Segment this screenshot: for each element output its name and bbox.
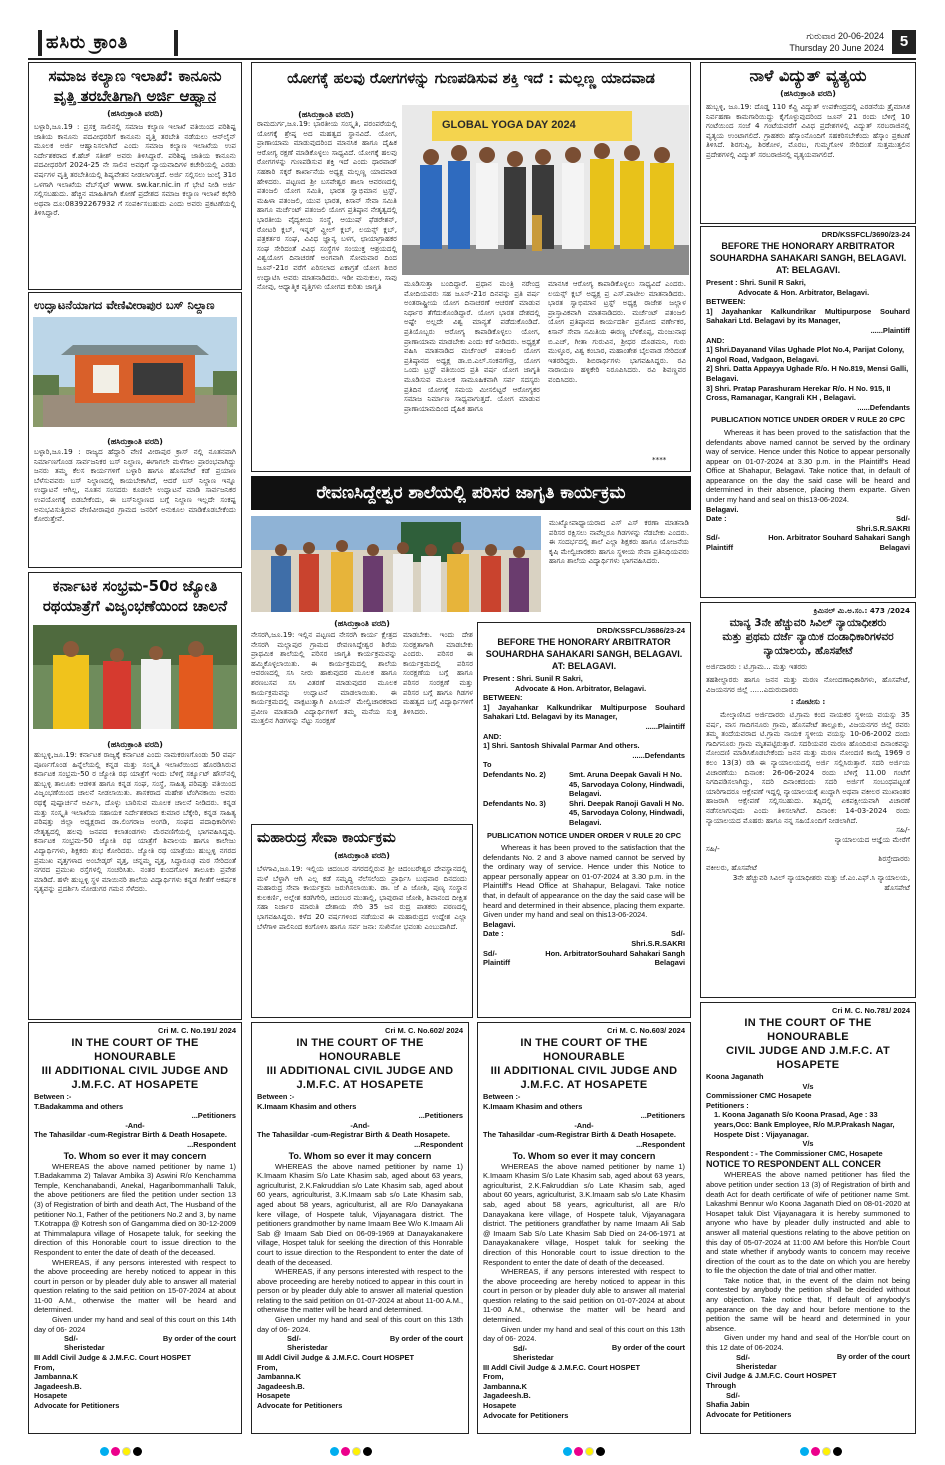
notice-sheristedar: Sheristedar bbox=[513, 1353, 554, 1363]
notice-body: WHEREAS the above named petitioner by name 1) K.Imaam Khasim S/o Late Khasim sab, aged about 63 years, agriculturist, 2.K.Fakruddian s/o Late Khasim sab, aged about 60 years, agriculturist, 3.K.Imaam sab s/o Late Khasim sab, aged about 58 years, agriculturist, all are R/o Danayakana kere village, of Hospete taluk, Vijayanagara district. The petitioners grandfather by name Imaam Ali Sab @ Imaam Sab S/o Late Khasim Sab Died on 24-06-1971 at Danayakanakere village, Hospet taluk for seeking the direction of this Honorable court to issue direction to the Respondent to enter the date of death of the deceased. bbox=[483, 1161, 685, 1267]
registration-dot bbox=[341, 1447, 350, 1456]
notice-defendant-3: 3] Shri. Pratap Parashuram Herekar R/o. H No. 915, II Cross, Ramanagar, Kangrali KH , Belagavi. bbox=[706, 383, 891, 403]
issue-date-kannada: ಗುರುವಾರ 20-06-2024 bbox=[806, 31, 884, 41]
notice-body-3: Given under my hand and seal of this court on this 13th day of 06- 2024. bbox=[483, 1324, 685, 1344]
notice-order: By order of the court bbox=[162, 1333, 236, 1343]
notice-petitioners-tag: ...Petitioners bbox=[418, 1111, 463, 1121]
article-body-right: ಮುಖ್ಯೋಪಾಧ್ಯಾಯರಾದ ಎಸ್ ಎಸ್ ಕರಣಾ ಮಾತನಾಡಿ ಪರಿಸರ ರಕ್ಷಿಸಲು ನಾವೆಲ್ಲರೂ ಗಿಡಗಳನ್ನು ನೆಡಬೇಕು ಎಂದರು. ಈ ಸಂದರ್ಭದಲ್ಲಿ ಶಾಲೆ ಎಲ್ಲಾ ಶಿಕ್ಷಕರು ಹಾಗೂ ಯೋಜನೆಯ ಕೃಷಿ ಮೇಲ್ವಿಚಾರಕರು ಹಾಗೂ ಸ್ಥಳೀಯ ಸೇವಾ ಪ್ರತಿನಿಧಿಯವರು ಹಾಗೂ ಶಾಲೆಯ ವಿದ್ಯಾರ್ಥಿಗಳು ಭಾಗವಹಿಸಿದರು. bbox=[549, 518, 689, 566]
notice-title-line2: III ADDITIONAL CIVIL JUDGE AND bbox=[266, 1065, 454, 1077]
notice-ref: DRD/KSSFCL/3690/23-24 bbox=[821, 230, 910, 239]
notice-advocate-1: Jambanna.K bbox=[34, 1372, 78, 1382]
registration-dot bbox=[596, 1447, 605, 1456]
notice-cri-781 bbox=[700, 1002, 916, 1434]
notice-sign-row-2 bbox=[483, 949, 685, 968]
registration-dot bbox=[800, 1447, 809, 1456]
masthead-rule bbox=[28, 58, 916, 60]
notice-plaintiff-sd: Sd/- bbox=[483, 948, 497, 958]
notice-sign-2: ಶಿರಸ್ತೇದಾರರು bbox=[878, 853, 910, 863]
article-credit: (ಹಸಿರುಕ್ರಾಂತಿ ವರದಿ) bbox=[107, 437, 163, 446]
article-environment-body bbox=[251, 616, 473, 820]
notice-court: Civil Judge & J.M.F.C. Court HOSPET bbox=[706, 1371, 837, 1381]
issue-date bbox=[789, 30, 884, 54]
notice-advocate-4: Advocate for Petitioners bbox=[34, 1401, 120, 1410]
article-bus-stand bbox=[28, 292, 242, 568]
notice-petitioner-1: 1. Koona Jaganath S/o Koona Prasad, Age : 33 years,Occ: Bank Employee, R/o M.P.Prakash Nagar, Hospete Dist : Vijayanagar. bbox=[714, 1110, 895, 1139]
registration-dot bbox=[585, 1447, 594, 1456]
notice-through: Through bbox=[706, 1381, 736, 1390]
notice-drd-3686 bbox=[477, 622, 691, 1018]
notice-whom: To. Whom so ever it may concern bbox=[288, 1150, 432, 1161]
notice-petitioners: T.Badakamma and others bbox=[34, 1101, 124, 1111]
article-title: ಮಹಾರುದ್ರ ಸೇವಾ ಕಾರ್ಯಕ್ರಮ bbox=[257, 830, 396, 846]
notice-body-3: Given under my hand and seal of this court on this 13th day of 06- 2024. bbox=[257, 1315, 463, 1334]
notice-to: To bbox=[483, 760, 492, 770]
notice-sd: Sd/- bbox=[513, 1343, 527, 1353]
notice-title: IN THE COURT OF THE HONOURABLE bbox=[71, 1037, 199, 1063]
article-credit: (ಹಸಿರುಕ್ರಾಂತಿ ವರದಿ) bbox=[107, 109, 163, 118]
masthead bbox=[28, 30, 916, 58]
notice-defendant-1: 1] Shri. Santosh Shivalal Parmar And others. bbox=[483, 741, 640, 751]
notice-plaintiff-sd: Sd/- bbox=[706, 533, 720, 543]
notice-plaintiff-tag: ......Plaintiff bbox=[870, 325, 910, 335]
notice-plaintiff-label: Plaintiff bbox=[483, 958, 511, 968]
article-body: ಹುಬ್ಬಳ್ಳಿ, ಜೂ.19: ದೊಡ್ಡ 110 ಕೆವ್ಹಿ ವಿದ್ಯುತ್ ಉಪಕೇಂದ್ರದಲ್ಲಿ ಎರಡನೆಯ ತ್ರೈಮಾಸಿಕ ನಿರ್ವಹಣಾ ಕಾಮಗಾರಿಯಿದ್ದು ಕೈಗೊಳ್ಳುವುದರಿಂದ ಜೂನ್ 21 ರಂದು ಬೆಳಿಗ್ಗೆ 10 ಗಂಟೆಯಿಂದ ಸಂಜೆ 4 ಗಂಟೆಯವರೆಗೆ ವಿವಿಧ ಪ್ರದೇಶಗಳಲ್ಲಿ ವಿದ್ಯುತ್ ಸರಬರಾಜಿನಲ್ಲಿ ವ್ಯತ್ಯಯ ಉಂಟಾಗಲಿದೆ. ಗ್ರಾಹಕರು ಹೆಸ್ಕಾಂನೊಂದಿಗೆ ಸಹಕರಿಸಬೇಕೆಂದು ಹೆಸ್ಕಾಂ ಪ್ರಕಟಣೆ ತಿಳಿಸಿದೆ. ಶಿರಗುಪ್ಪಿ, ಶಿರಕೋಳ, ಮೊರಬ, ಗುಮ್ಮಗೋಳ ಸೇರಿದಂತೆ ಸುತ್ತಮುತ್ತಲಿನ ಪ್ರದೇಶಗಳಲ್ಲಿ ವಿದ್ಯುತ್ ಸರಬರಾಜಿನಲ್ಲಿ ವ್ಯತ್ಯಯವಾಗಲಿದೆ. bbox=[706, 102, 910, 159]
notice-court: III Addl Civil Judge & J.M.F.C. Court HOSPET bbox=[34, 1353, 191, 1363]
notice-defendant-3-label: Defendants No. 3) bbox=[483, 798, 546, 808]
notice-body-2: WHEREAS, if any persons interested with respect to the above proceeding are hereby noticed to appear in this court in person or by pleader duly able to answer all material question relating to the said petition on 01-07-2024 at about 11-00 A.M., otherwise the matter will be heard and determined. bbox=[483, 1267, 685, 1325]
notice-between: BETWEEN: bbox=[706, 297, 746, 307]
notice-title-line2: III ADDITIONAL CIVIL JUDGE AND bbox=[490, 1065, 678, 1077]
notice-plaintiff-sign bbox=[483, 949, 510, 968]
notice-body: WHEREAS the above named petitioner by name 1) K.Imaam Khasim S/o Late Khasim sab, aged about 63 years, agriculturist, 2.K.Fakruddian s/o Late Khasim sab, aged about 60 years, agriculturist, 3.K.Imaam sab s/o Late Khasim sab, aged about 58 years, agriculturist, all are R/o Danayakana kere village, of Hospete taluk, Vijayanagara district. The petitioners grandmother by name Imaam Bee W/o K.Imaam Ali Sab @ Imaam Sab Died on 06-09-1969 at Danayakanakere village, Hospet taluk for seeking the direction of this Honrable court to issue direction to the Respondent to enter the date of death of the deceased. bbox=[257, 1161, 463, 1267]
registration-dot bbox=[811, 1447, 820, 1456]
notice-title: IN THE COURT OF THE HONOURABLE bbox=[744, 1017, 872, 1043]
notice-place: Belagavi. bbox=[706, 504, 739, 514]
notice-advocate-2: Jagadeesh.B. bbox=[257, 1381, 305, 1391]
notice-and: AND: bbox=[706, 335, 725, 345]
registration-dot bbox=[363, 1447, 372, 1456]
notice-sd-1: ಸಹಿ/- bbox=[896, 825, 910, 835]
registration-dot bbox=[822, 1447, 831, 1456]
notice-respondent-tag: ...Respondent bbox=[636, 1139, 685, 1149]
notice-court: III Addl Civil Judge & J.M.F.C. Court HOSPET bbox=[257, 1353, 414, 1363]
notice-from: From, bbox=[34, 1362, 55, 1372]
article-title-line2: ವೃತ್ತಿ ತರಬೇತಿಗಾಗಿ ಅರ್ಜಿ ಆಹ್ವಾನ bbox=[53, 87, 217, 105]
notice-and: AND: bbox=[483, 731, 502, 741]
notice-between: Between :- bbox=[483, 1092, 521, 1101]
notice-title-line3: ನ್ಯಾಯಾಲಯ, ಹೊಸಪೇಟೆ bbox=[763, 644, 853, 657]
notice-between: Between :- bbox=[34, 1092, 72, 1101]
notice-respondent: ತಹಶೀಲ್ದಾರರು ಹಾಗೂ ಜನನ ಮತ್ತು ಮರಣ ನೋಂದಣಾಧಿಕಾರಿಗಳು, ಹೊಸಪೇಟೆ, ವಿಜಯನಗರ ಜಿಲ್ಲೆ ......ಎದುರುದಾರರು bbox=[706, 675, 910, 694]
notice-respondent: The Tahasildar -cum-Registrar Birth & Death Hosapete. bbox=[34, 1130, 227, 1140]
notice-ref: Cri M. C. No.781/ 2024 bbox=[832, 1006, 910, 1015]
notice-defendants-tag: ......Defendants bbox=[857, 402, 910, 412]
article-body: ಬಳ್ಳಾರಿ,ಜೂ.19 : ರಾಜ್ಯದ ಹೆದ್ದಾರಿ ವೇಣಿ ವೀರಾಪುರ ಕ್ರಾಸ್ ನಲ್ಲಿ ನೂತನವಾಗಿ ನಿರ್ಮಾಣಗೊಂಡ ಸಾರ್ವಜನಿಕರ ಬಸ್ ನಿಲ್ದಾಣ, ಈಗಾಗಲೇ ಮಳೆಗಾಲ ಪ್ರಾರಂಭವಾಗಿದ್ದು ಜನರು ತಮ್ಮ ಕೆಲಸ ಕಾರ್ಯಗಳಿಗೆ ಬಳ್ಳಾರಿ ಹಾಗೂ ಹೊಸಪೇಟೆ ಕಡೆ ಪ್ರಯಾಣ ಬೆಳೆಸುವವರು ಬಸ್ ನಿಲ್ದಾಣದಲ್ಲಿ ಕಾಯಬೇಕಾಗಿದೆ, ಆದರೆ ಬಸ್ ನಿಲ್ದಾಣ ಇನ್ನೂ ಉದ್ಘಾಟನೆ ಆಗಿಲ್ಲ, ನೂತನ ಸಂಸದರು ಕೂಡಲೇ ಉದ್ಘಾಟನೆ ಮಾಡಿ ಸಾರ್ವಜನಿಕರ ಉಪಯೋಗಕ್ಕೆ ಬಿಡಬೇಕೆಂದು, ಈ ಬಸ್‌ನಿಲ್ದಾಣದ ಬಗ್ಗೆ ನಿಲ್ದಾಣ ಇಲ್ಲದೇ ಸಂಕಷ್ಟ ಅನುಭವಿಸುತ್ತಿರುವ ವೇಣಿವೀರಾಪುರ ಗ್ರಾಮದ ಜನರಿಗೆ ಅನುಕೂಲ ಮಾಡಿಕೊಡಬೇಕೆಂದು ಕೋರುತ್ತೇವೆ. bbox=[34, 447, 236, 524]
article-power-cut bbox=[700, 62, 916, 224]
notice-order: By order of the court bbox=[836, 1352, 910, 1362]
yoga-banner-text: GLOBAL YOGA DAY 2024 bbox=[442, 119, 576, 131]
notice-advocate-4: Advocate for Petitioners bbox=[257, 1401, 343, 1410]
notice-ref: DRD/KSSFCL/3686/23-24 bbox=[596, 626, 685, 635]
notice-publication: PUBLICATION NOTICE UNDER ORDER V RULE 20 CPC bbox=[710, 415, 906, 425]
bus-stand-photo bbox=[33, 317, 237, 427]
notice-sd: Sd/- bbox=[671, 929, 685, 939]
notice-defendant-3: Shri. Deepak Ranoji Gavali H No. 45, Sarvodaya Colony, Hindwadi, Belagavi. bbox=[569, 798, 685, 827]
article-credit: (ಹಸಿರುಕ್ರಾಂತಿ ವರದಿ) bbox=[107, 740, 163, 749]
notice-sign-row bbox=[706, 514, 910, 524]
page-number: 5 bbox=[892, 30, 916, 54]
notice-court: III Addl Civil Judge & J.M.F.C. Court HOSPET bbox=[483, 1362, 640, 1372]
registration-dot bbox=[563, 1447, 572, 1456]
notice-whom: To. Whom so ever it may concern bbox=[63, 1150, 207, 1161]
notice-present: Present : Shri. Sunil R Sakri, bbox=[706, 278, 806, 287]
registration-dot bbox=[574, 1447, 583, 1456]
registration-dot bbox=[330, 1447, 339, 1456]
notice-defendant-1: 1] Shri.Dayanand Vilas Ughade Plot No.4, Parijat Colony, Angol Road, Vadgaon, Belagavi. bbox=[706, 345, 905, 364]
notice-defendant-3-row bbox=[483, 799, 685, 828]
notice-arbitrator-name: Shri.S.R.SAKRI bbox=[856, 523, 910, 533]
notice-cri-603 bbox=[477, 1022, 691, 1434]
notice-arbitrator-name: Shri.S.R.SAKRI bbox=[631, 939, 685, 949]
environment-photo bbox=[251, 516, 541, 612]
notice-defendant-2: 2] Shri. Datta Appayya Ughade R/o. H No.819, Mensi Galli, Belagavi. bbox=[706, 364, 909, 383]
notice-order: By order of the court bbox=[611, 1343, 685, 1353]
notice-sign-row-2 bbox=[706, 533, 910, 552]
notice-respondent-heading: Respondent : - The Commissioner CMC, Hosapete bbox=[706, 1148, 883, 1158]
notice-whom: To. Whom so ever it may concern bbox=[512, 1150, 656, 1161]
notice-sd: Sd/- bbox=[736, 1352, 750, 1362]
notice-petitioners: K.Imaam Khasim and others bbox=[257, 1101, 357, 1111]
article-credit: (ಹಸಿರುಕ್ರಾಂತಿ ವರದಿ) bbox=[298, 110, 354, 119]
article-body-col2: ಮೂಡಿಸುತ್ತಾ ಬಂದಿದ್ದಾರೆ. ಪ್ರಧಾನ ಮಂತ್ರಿ ನರೇಂದ್ರ ಮೋದಿಯವರು ಸಹ ಜೂನ್-21ರ ದಿನವನ್ನು ಪ್ರತಿ ವರ್ಷ ಅಂತರಾಷ್ಟ್ರೀಯ ಯೋಗ ದಿನಾಚರಣೆ ಆಚರಣೆ ಮಾಡುವ ನಿರ್ಧಾರ ತೆಗೆದುಕೊಂಡಿದ್ದಾರೆ. ಯೋಗ ಭಾರತ ದೇಶದಲ್ಲಿ ಅಷ್ಟೇ ಅಲ್ಲದೇ ವಿಶ್ವ ಮಾನ್ಯತೆ ಪಡೆದುಕೊಂಡಿದೆ. ಪ್ರತಿಯೊಬ್ಬರು ಆರೋಗ್ಯ ಕಾಪಾಡಿಕೊಳ್ಳಲು ಯೋಗ, ಪ್ರಾಣಾಯಾಮ ಮಾಡಬೇಕು ಎಂದು ಕರೆ ನೀಡಿದರು. ಅಧ್ಯಕ್ಷತೆ ವಹಿಸಿ ಮಾತನಾಡಿದ ಮರ್ಚೆಂಟ್ ಪತಂಜಲಿ ಯೋಗ ಪ್ರತಿಷ್ಠಾನದ ಅಧ್ಯಕ್ಷ ಡಾ.ಬಿ.ಎಲ್.ಸಂಕನಗೌಡ್ರ, ಯೋಗ ಒಂದು ಟ್ರಸ್ಟ್ ವತಿಯಿಂದ ಪ್ರತಿ ವರ್ಷ ಯೋಗ ಜಾಗೃತಿ ಮೂಡಿಸುವ ಮೂಲಕ ಸಾಮೂಹಿಕವಾಗಿ ಸರ್ವ ಸದಸ್ಯರು ಪ್ರತಿದಿನ ಯೋಗಕ್ಕೆ ಸಮಯ ಮೀಸಲಿಟ್ಟರೆ ಆರೋಗ್ಯಕರ ಸಮಾಜ ನಿರ್ಮಾಣ ಸಾಧ್ಯವಾಗುತ್ತದೆ. ಯೋಗ ಮಾಡುವ ಪ್ರಾಣಾಯಾಮದಿಂದ ದೈಹಿಕ ಹಾಗೂ bbox=[404, 279, 540, 413]
notice-petitioners-tag: ...Petitioners bbox=[191, 1111, 236, 1121]
notice-title-line2: CIVIL JUDGE AND J.M.F.C. AT HOSAPETE bbox=[726, 1045, 890, 1071]
yoga-event-photo bbox=[402, 105, 689, 275]
article-title: ನಾಳೆ ವಿದ್ಯುತ್ ವ್ಯತ್ಯಯ bbox=[749, 66, 867, 85]
notice-sign-1: ನ್ಯಾಯಾಲಯದ ಆಜ್ಞೆಯ ಮೇರೆಗೆ bbox=[834, 834, 910, 844]
notice-publication: PUBLICATION NOTICE UNDER ORDER V RULE 20 CPC bbox=[486, 830, 682, 840]
notice-ref: Cri M. C. No.603/ 2024 bbox=[607, 1026, 685, 1035]
notice-title-line2: III ADDITIONAL CIVIL JUDGE AND bbox=[41, 1065, 229, 1077]
notice-title-line3: J.M.F.C. AT HOSAPETE bbox=[296, 1079, 424, 1091]
notice-heading: NOTICE TO RESPONDENT ALL CONCER bbox=[706, 1159, 881, 1170]
notice-body-3: Given under my hand and seal of this court on this 14th day of 06- 2024 bbox=[34, 1315, 236, 1334]
notice-present-line2: Advocate & Hon. Arbitrator, Belagavi. bbox=[738, 287, 870, 297]
article-title: ಯೋಗಕ್ಕೆ ಹಲವು ರೋಗಗಳನ್ನು ಗುಣಪಡಿಸುವ ಶಕ್ತಿ ಇದೆ : ಮಲ್ಲಣ್ಣ ಯಾದವಾಡ bbox=[287, 71, 655, 87]
notice-date: Date : bbox=[706, 514, 727, 524]
article-body: ಬೆಳಗಾವಿ,ಜೂ.19: ಇಲ್ಲಿಯ ಚಿದಂಬರ ನಗರದಲ್ಲಿರುವ ಶ್ರೀ ಚಿದಂಬರೇಶ್ವರ ದೇವಸ್ಥಾನದಲ್ಲಿ ಮಳೆ ಬೆಳ್ಳಾಗಿ ಆಗಿ ಎಲ್ಲ ಕಡೆ ಸಮೃದ್ಧಿ ನೆಲೆಸಲೆಂದು ಪ್ರಾರ್ಥಿಸಿ ಬುಧವಾರ ದಿನದಂದು ಮಹಾರುದ್ರ ಸೇವಾ ಕಾರ್ಯಕ್ರಮ ಜರುಗಿಸಲಾಯಿತು. ಡಾ. ಜೆ ಪಿ ಜೋಶಿ, ಪುಣ್ಯ ಸಂಸ್ಥಾನ ಕುಲಕರ್ಣಿ, ಅಲ್ಲೇಶ ಕಡಗಿಗೇರಿ, ಚಿದಂಬರ ಮುತಾಲ್ಲಿ, ಭಾವುರಾವ ಜೋಶಿ, ಶಿವಾನಂದ ದೀಕ್ಷಿತ ಸಹಾ ನಿರ್ಜಾರ ಮಾರುತಿ ದೇಶಾಯ ಸೇರಿ 35 ಜನ ರುದ್ರ ಪಾತಕರು ಪಠಣದಲ್ಲಿ ಭಾಗವಹಿಸಿದ್ದರು. ಕಳೆದ 20 ವರ್ಷಗಳಿಂದ ನಡೆಯುವ ಈ ಮಹಾರುದ್ರದ ಉದ್ದೇಶ ಎಲ್ಲಾ ಬೆಳೆಗಾಳಿ ಪಾಲಿನಿಂದ ಕಂಗೊಳಿಸಿ ಹಾಗೂ ಸರ್ವ ಜನಾ: ಸುಖಿನೋ ಭವಂತು ಎಂಬುದಾಗಿದೆ. bbox=[257, 864, 467, 931]
rally-photo bbox=[33, 625, 237, 729]
article-social-welfare bbox=[28, 62, 242, 290]
notice-plaintiff: 1] Jayahankar Kalkundrikar Multipurpose Souhard Sahakari Ltd. Belagavi by its Manager, bbox=[706, 306, 910, 326]
notice-present-line2: Advocate & Hon. Arbitrator, Belagavi. bbox=[515, 683, 647, 693]
notice-petitioners: ಅರ್ಜಿದಾರರು : ಟಿ.ಗ್ರಾಮ... ಮತ್ತು ಇತರರು bbox=[706, 661, 808, 671]
notice-advocate-1: Jambanna.K bbox=[483, 1381, 527, 1391]
notice-advocate-2: Jagadeesh.B. bbox=[34, 1381, 82, 1391]
notice-respondent: The Tahasildar -cum-Registrar Birth & Death Hosapete. bbox=[257, 1130, 450, 1140]
notice-petitioner: Koona Jaganath bbox=[706, 1072, 764, 1081]
notice-sd-2: ಸಹಿ/- bbox=[706, 844, 720, 854]
article-title-line2: ರಥಯಾತ್ರೆಗೆ ವಿಜೃಂಭಣೆಯಿಂದ ಚಾಲನೆ bbox=[42, 597, 228, 615]
notice-criminal-473 bbox=[700, 602, 916, 998]
notice-title-line3: J.M.F.C. AT HOSAPETE bbox=[71, 1079, 199, 1091]
notice-from: From, bbox=[483, 1372, 504, 1382]
registration-marks-3 bbox=[563, 1441, 607, 1451]
notice-sd: Sd/- bbox=[896, 514, 910, 524]
notice-title-line3: J.M.F.C. AT HOSAPETE bbox=[520, 1079, 648, 1091]
notice-defendant-2-label: Defendants No. 2) bbox=[483, 769, 546, 779]
notice-advocate-4: Advocate for Petitioners bbox=[483, 1410, 569, 1420]
registration-dot bbox=[100, 1447, 109, 1456]
notice-respondent-tag: ...Respondent bbox=[414, 1139, 463, 1149]
notice-title-line2: SOUHARDHA SAHAKARI SANGH, BELAGAVI. AT: BELAGAVI. bbox=[709, 253, 907, 275]
registration-marks-2 bbox=[330, 1441, 374, 1451]
article-body-col1: ನೇಸರಗಿ,ಜೂ.19: ಇಲ್ಲಿನ ಪಟ್ಟಣದ ನೇಸರಗಿ ಕಾರ್ಯ ಕ್ಷೇತ್ರದ ನೇಸರಗಿ ಮಲ್ಲಾಪುರ ಗ್ರಾಮದ ರೇವಣಸಿದ್ದೇಶ್ವರ ಶಿರೆಯ ಪ್ರಾಥಮಿಕ ಶಾಲೆಯಲ್ಲಿ ಪರಿಸರ ಜಾಗೃತಿ ಕಾರ್ಯಕ್ರಮವನ್ನು ಹಮ್ಮಿಕೊಳ್ಳಲಾಯಿತು. ಈ ಕಾರ್ಯಕ್ರಮದಲ್ಲಿ ಶಾಲೆಯ ಆವರಣದಲ್ಲಿ ಸಸಿ ನೀರು ಹಾಕುವುದರ ಮೂಲಕ ಹಾಗೂ ಶರಣಬಸವ ಸಸಿ ವಿತರಣೆ ಮಾಡುವುದರ ಮೂಲಕ ಕಾರ್ಯಕ್ರಮವನ್ನು ಉದ್ಘಾಟನೆ ಮಾಡಲಾಯಿತು. ಈ ಕಾರ್ಯಕ್ರಮದಲ್ಲಿ ವಾಕ್ಪಟುತ್ವಾಗಿ ಪಿಸಿಯನ್ ಮೇಲ್ವಿಚಾರಕರಾದ ಪ್ರವೀಣ ಮಾತನಾಡಿ ವಿದ್ಯಾರ್ಥಿಗಳಿಗೆ ತಮ್ಮ ಮನೆಯ ಸುತ್ತ ಮುತ್ತಲಿನ ಗಿಡಗಳನ್ನು ನೆಟ್ಟು ಸಂರಕ್ಷಣೆ bbox=[251, 630, 397, 726]
notice-cri-191 bbox=[28, 1022, 242, 1434]
notice-respondent: Commissioner CMC Hosapete bbox=[706, 1091, 812, 1101]
notice-sd: Sd/- bbox=[64, 1334, 78, 1344]
notice-vs: V/s bbox=[802, 1081, 814, 1091]
notice-place: Belagavi. bbox=[483, 919, 516, 929]
registration-dot bbox=[111, 1447, 120, 1456]
article-body-col1: ರಾಮದುರ್ಗ,ಜೂ.19: ಭಾರತೀಯ ಸಂಸ್ಕೃತಿ, ಪರಂಪರೆಯಲ್ಲಿ ಯೋಗಕ್ಕೆ ಶ್ರೇಷ್ಠ ಅದ ಮಹತ್ವದ ಸ್ಥಾನವಿದೆ. ಯೋಗ, ಪ್ರಾಣಾಯಾಮ ಮಾಡುವುದರಿಂದ ಮಾನಸಿಕ ಹಾಗೂ ದೈಹಿಕ ಆರೋಗ್ಯ ರಕ್ಷಣೆ ಮಾಡಿಕೊಳ್ಳಲು ಸಾಧ್ಯವಿದೆ. ಯೋಗಕ್ಕೆ ಹಲವು ರೋಗಗಳನ್ನು ಗುಣಪಡಿಸುವ ಶಕ್ತಿ ಇದೆ ಎಂದು ಧಾರವಾಡ್ ಸಹಕಾರಿ ಸಕ್ಕರೆ ಕಾರ್ಖಾನೆಯ ಅಧ್ಯಕ್ಷ ಮಲ್ಲಣ್ಣ ಯಾದವಾಡ ಹೇಳಿದರು. ಪಟ್ಟಣದ ಶ್ರೀ ಬಸವೇಶ್ವರ ಶಾಲಾ ಆವರಣದಲ್ಲಿ ಪತಂಜಲಿ ಯೋಗ ಸಮಿತಿ, ಭಾರತ ಸ್ವಾಭಿಮಾನ ಟ್ರಸ್ಟ್, ಮಹಿಳಾ ಪತಂಜಲಿ, ಯುವ ಭಾರತ, ಕಿಸಾನ್ ಸೇವಾ ಸಮಿತಿ ಹಾಗೂ ಮರ್ಚೆಂಟ್ ಪತಂಜಲಿ ಯೋಗ ಪ್ರತಿಷ್ಠಾನ ನೇತೃತ್ವದಲ್ಲಿ ಭಾರತೀಯ ವೈದ್ಯಕೀಯ ಸಂಸ್ಥೆ, ಆಯುಷ್ ಫೆಡರೇಶನ್, ರೋಟರಿ ಕ್ಲಬ್, ಇನ್ನರ್ ವ್ಹೀಲ್ ಕ್ಲಬ್, ಲಯನ್ಸ್ ಕ್ಲಬ್, ಪತ್ರಕರ್ತರ ಸಂಘ, ವಿವಿಧ ಜ್ಞಾನ್ಯ ಬಳಗ, ಛಾಯಾಗ್ರಾಹಕರ ಸಂಘ ಸೇರಿದಂತೆ ವಿವಿಧ ಸಂಸ್ಥೆಗಳ ಸಂಯುಕ್ತ ಆಶ್ರಯದಲ್ಲಿ ವಿಶ್ವಯೋಗ ದಿನಾಚರಣೆ ಅಂಗವಾಗಿ ಸೋಮವಾರ ದಿಂದ ಜೂನ್-21ರ ವರೆಗೆ ಏರಿಸಲಾದ ಏಕಾಗ್ರತೆ ಯೋಗ ಶಿಬಿರ ಉದ್ಘಾಟಿಸಿ ಅವರು ಮಾತನಾಡಿದರು. ಇಡೀ ಮನುಕುಲ, ಸಾವು ನೋವು, ಆಧ್ಯಾತ್ಮಿಕ ವೃತ್ತಿಗಳು ಯೋಗದ ಕುರಿತು ಜಾಗೃತಿ bbox=[257, 119, 397, 292]
article-credit: (ಹಸಿರುಕ್ರಾಂತಿ ವರದಿ) bbox=[334, 619, 390, 628]
article-credit: (ಹಸಿರುಕ್ರಾಂತಿ ವರದಿ) bbox=[780, 89, 836, 98]
notice-plaintiff-sign bbox=[706, 533, 733, 552]
notice-advocate-1: Jambanna.K bbox=[257, 1372, 301, 1382]
notice-between: Between :- bbox=[257, 1092, 295, 1101]
notice-advocate-3: Hosapete bbox=[483, 1401, 517, 1410]
notice-respondent: The Tahasildar -cum-Registrar Birth & Death Hosapete. bbox=[483, 1130, 676, 1140]
notice-arbitrator-title: Hon. ArbitratorSouhard Sahakari Sangh Belagavi bbox=[545, 948, 685, 968]
newspaper-logo: ಹಸಿರು ಕ್ರಾಂತಿ bbox=[46, 32, 129, 53]
notice-plaintiff-tag: ......Plaintiff bbox=[645, 721, 685, 731]
notice-body-2: Take notice that, in the event of the claim not being contested by anybody the petition shall be decided without any objection. Take notice that, If default of anybody's appearance on the day and hour before mentione to the petition the same will be heard and determined in your absence. bbox=[706, 1275, 910, 1333]
article-title: ಸಮಾಜ ಕಲ್ಯಾಣ ಇಲಾಖೆ: ಕಾನೂನು bbox=[48, 67, 222, 85]
notice-plaintiff-label: Plaintiff bbox=[706, 543, 734, 553]
notice-sd-2: Sd/- bbox=[726, 1390, 740, 1400]
notice-body: WHEREAS the above named petitioner by name 1) T.Badakamma 2) Talavar Ambika 3) Aswini R/o Kenchamma Temple, Kenchanabandi, Anekal, Hagaribommanhalli Taluk, the above petitioners are filed the petition under section 13 (3) of Registration of birth and death Act, The Husband of the petitioner No.1, Father of the petitioners No.2 and 3, by name T.Kotrappa @ Kotresh son of Gangamma died on 30-12-2009 at Thimmalapura village of Hosapete taluk, for seeking the direction of this Honorable court to issue direction to the Respondent to enter the date of death of the deceased. bbox=[34, 1161, 236, 1257]
registration-marks-1 bbox=[100, 1441, 144, 1451]
notice-present: Present : Shri. Sunil R Sakri, bbox=[483, 674, 583, 683]
notice-title: IN THE COURT OF THE HONOURABLE bbox=[296, 1037, 424, 1063]
notice-body: Whereas it has been proved to the satisfaction that the defendants No. 2 and 3 above named cannot be served by the ordinary way of service. Hence under this Notice to appear personally appear on 01-07-2024 at 3.30 p.m. in the Plaintiff's Head Office at Shahapur, Belagavi. Take notice that, in default of appearance on the day the said case will be heard and determined in their absence, placing them exparte. Given under my hand and seal on this13-06-2024. bbox=[483, 843, 685, 920]
notice-petitioners: K.Imaam Khasim and others bbox=[483, 1101, 583, 1111]
article-body-col2: ಮಾಡಬೇಕು. ಇಂದು ದೇಶ ಸುರಕ್ಷತಾಗಾಗಿ ಮಾಡಬೇಕು ಎಂದರು. ಪರಿಸರ ಈ ಕಾರ್ಯಕ್ರಮದಲ್ಲಿ ಪರಿಸರ ಸಂರಕ್ಷಣೆಯ ಬಗ್ಗೆ ಹಾಗೂ ಪರಿಸರ ಸಂರಕ್ಷಣೆ ಮತ್ತು ಪರಿಸರ ಬಗ್ಗೆ ಹಾಗೂ ಗಿಡಗಳ ಮಹತ್ವದ ಬಗ್ಗೆ ವಿದ್ಯಾರ್ಥಿಗಳಿಗೆ ತಿಳಿಸಿದರು. bbox=[403, 630, 473, 716]
notice-sd: Sd/- bbox=[287, 1334, 301, 1344]
article-title: ಕರ್ನಾಟಕ ಸಂಭ್ರಮ-50ರ ಜ್ಯೋತಿ bbox=[52, 577, 218, 595]
notice-defendant-2: Smt. Aruna Deepak Gavali H No. 45, Sarvodaya Colony, Hindwadi, Belagavi. bbox=[569, 769, 685, 799]
article-body-col3: ಮಾನಸಿಕ ಆರೋಗ್ಯ ಕಾಪಾಡಿಕೊಳ್ಳಲು ಸಾಧ್ಯವಿದೆ ಎಂದರು. ಲಯನ್ಸ್ ಕ್ಲಬ್ ಅಧ್ಯಕ್ಷ ಪ್ರ ಎಸ್.ಪಾಟೀಲ ಮಾತನಾಡಿದರು. ಭಾರತ ಸ್ವಾಭಿಮಾನ ಟ್ರಸ್ಟ್ ಅಧ್ಯಕ್ಷ ರಾಜೇಶ ಜಲ್ಲಾಳ ಪ್ರಾಸ್ತಾವಿಕವಾಗಿ ಮಾತನಾಡಿದರು. ಮರ್ಚೆಂಟ್ ಪತಂಜಲಿ ಯೋಗ ಪ್ರತಿಷ್ಠಾನದ ಕಾರ್ಯದರ್ಶಿ ಪ್ರಮೋದ ವರ್ಣೇಕರ, ಕಿಸಾನ್ ಸೇವಾ ಸಮಿತಿಯ ಈರಣ್ಣ ಬೆಳಕೊಪ್ಪ, ಮಂಜುನಾಥ ಬಿ.ಎಚ್, ಗೀತಾ ಗುರುವಿನ, ಶ್ರೀಧರ ದೊಡಮನಿ, ಗುರು ಮುಳ್ಳೂರ, ವಿಶ್ವ ಕಂಬಾರ, ಮಹಾಂತೇಶ ಬೈಲವಾಡ ಸೇರಿದಂತೆ ಇತರರಿದ್ದರು. ಶಿಬಿರಾರ್ಥಿಗಳು ಭಾಗವಹಿಸಿದ್ದರು. ರವಿ ನಾರಾಯಣ ಹಳ್ಳಿಕೇರಿ ನಿರೂಪಿಸಿದರು. ರವಿ ಶಿವಣ್ಣವರ ವಂದಿಸಿದರು. bbox=[548, 279, 686, 384]
notice-sheristedar: Sheristedar bbox=[64, 1343, 105, 1353]
notice-defendant-2-row bbox=[483, 770, 685, 799]
notice-advocate-3: Hosapete bbox=[34, 1391, 68, 1401]
notice-body: Whereas it has been proved to the satisfaction that the defendants above named cannot be served by the ordinary way of service. Hence under this Notice to appear personally appear on 01-07-2024 at 3.30 p.m. in the Plaintiff's Head Office at Shahapur, Belagavi. Take notice that, in default of appearance on the day the said case will be heard and determined in their absence, placing them exparte. Given under my hand and seal on this13-06-2024. bbox=[706, 427, 910, 505]
notice-arbitrator-title: Hon. Arbitrator Souhard Sahakari Sangh Belagavi bbox=[768, 533, 910, 553]
notice-and: -And- bbox=[125, 1120, 145, 1130]
notice-sign-row bbox=[483, 929, 685, 939]
notice-date: Date : bbox=[483, 929, 504, 939]
notice-lawyer: ವಕೀಲರು, ಹೊಸಪೇಟೆ bbox=[706, 863, 757, 873]
notice-and: -And- bbox=[350, 1120, 370, 1130]
notice-sheristedar: Sheristedar bbox=[287, 1343, 328, 1353]
notice-between: BETWEEN: bbox=[483, 693, 523, 703]
notice-drd-3690 bbox=[700, 226, 916, 598]
notice-title-line2: SOUHARDHA SAHAKARI SANGH, BELAGAVI. AT: BELAGAVI. bbox=[485, 649, 683, 671]
notice-court: 3ನೇ ಹೆಚ್ಚುವರಿ ಸಿವಿಲ್ ನ್ಯಾಯಾಧೀಶರು ಮತ್ತು ಜೆ.ಎಂ.ಎಫ್.ಸಿ ನ್ಯಾಯಾಲಯ, ಹೊಸಪೇಟೆ bbox=[732, 873, 910, 892]
notice-body-2: WHEREAS, if any persons interested with respect to the above proceeding are hereby noticed to appear in this court in person or by pleader duly able to answer all material question relating to the said petition on 01-07-2024 at about 11-00 A.M., otherwise the matter will be heard and determined. bbox=[257, 1267, 463, 1315]
notice-petitioners-heading: Petitioners : bbox=[706, 1100, 749, 1110]
notice-from: From, bbox=[257, 1362, 278, 1372]
article-karnataka-sambhrama bbox=[28, 572, 242, 1020]
article-environment bbox=[251, 476, 691, 616]
notice-ref: Cri M. C. No.191/ 2024 bbox=[158, 1026, 236, 1035]
article-maharudra bbox=[251, 824, 473, 1018]
notice-title-line2: ಮತ್ತು ಪ್ರಥಮ ದರ್ಜೆ ನ್ಯಾಯಿಕ ದಂಡಾಧಿಕಾರಿಗಳವರ bbox=[722, 630, 894, 643]
article-end-mark: **** bbox=[652, 455, 667, 464]
notice-advocate-1: Shafia Jabin bbox=[706, 1400, 750, 1410]
notice-ref: Cri M. C. No.602/ 2024 bbox=[385, 1026, 463, 1035]
article-body: ಬಳ್ಳಾರಿ,ಜೂ.19 : ಪ್ರಸಕ್ತ ಸಾಲಿನಲ್ಲಿ ಸಮಾಜ ಕಲ್ಯಾಣ ಇಲಾಖೆ ವತಿಯಿಂದ ಪರಿಶಿಷ್ಟ ಜಾತಿಯ ಕಾನೂನು ಪದವೀಧರರಿಗೆ ಕಾನೂನು ವೃತ್ತಿ ತರಬೇತಿ ನಡೆಯಲು ಆನ್‌ಲೈನ್ ಮೂಲಕ ಅರ್ಜಿ ಆಹ್ವಾನಿಸಲಾಗಿದೆ ಎಂದು ಸಮಾಜ ಕಲ್ಯಾಣ ಇಲಾಖೆಯ ಉಪ ನಿರ್ದೇಶಕರಾದ ಕೆ.ಹೆಚ್ ಸತೀಶ್ ಅವರು ತಿಳಿಸಿದ್ದಾರೆ. ಪರಿಶಿಷ್ಟ ಜಾತಿಯ ಕಾನೂನು ಪದವೀಧರರಿಗೆ 2024-25 ನೇ ಸಾಲಿನ ಅವಧಿಗೆ ನ್ಯಾಯವಾದಿಗಳ ಕಚೇರಿಯಲ್ಲಿ ಎರಡು ವರ್ಷಗಳ ವೃತ್ತಿ ತರಬೇತಿಯಲ್ಲಿ ಶಿಷ್ಯವೇತನ ನೀಡಲಾಗುತ್ತದೆ. ಅರ್ಜಿ ಸಲ್ಲಿಸಲು ಜುಲೈ 31ರ ಒಳಗಾಗಿ ಇಲಾಖೆಯ ವೆಬ್‌ಸೈಟ್ www. sw.kar.nic.in ಗೆ ಭೇಟಿ ನೀಡಿ ಅರ್ಜಿ ಸಲ್ಲಿಸಬಹುದು. ಹೆಚ್ಚಿನ ಮಾಹಿತಿಗಾಗಿ ಕೋಣೆ ಪ್ರದೇಶದ ಸಮಾಜ ಕಲ್ಯಾಣ ಇಲಾಖೆ ಕಛೇರಿ ಅಥವಾ ದೂ:08392267932 ಗೆ ಸಂಪರ್ಕಿಸಬಹುದು ಎಂದು ಅವರು ಪ್ರಕಟಣೆಯಲ್ಲಿ ತಿಳಿಸಿದ್ದಾರೆ. bbox=[34, 122, 236, 218]
registration-dot bbox=[833, 1447, 842, 1456]
notice-body: WHEREAS the above named petitioner has filed the above petition under section 13 (3) of Registration of birth and death Act for death certificate of wife of petitioner name Smt. Lakashmi Bennur w/o Koona Jaganath Died on 08-01-2020 at Hosapet taluk Dist Vijayanagara it is hereby summoned to anyone who have by pleader dully instructed and able to answer all material questions relating to the above petition on this day of 05-07-2024 at 11:00 AM before this Hon'ble Court and state whether if anybody wants to concern may receive direction of the court as to the date on which you are hereby to file the objection the date of trial and other matter. bbox=[706, 1170, 910, 1276]
article-title: ರೇವಣಸಿದ್ದೇಶ್ವರ ಶಾಲೆಯಲ್ಲಿ ಪರಿಸರ ಜಾಗೃತಿ ಕಾರ್ಯಕ್ರಮ bbox=[251, 476, 691, 510]
notice-title: BEFORE THE HONORARY ARBITRATOR bbox=[721, 241, 895, 251]
notice-plaintiff: 1] Jayahankar Kalkundrikar Multipurpose Souhard Sahakari Ltd. Belagavi by its Manager, bbox=[483, 702, 685, 722]
notice-sheristedar: Sheristedar bbox=[736, 1361, 777, 1371]
article-title: ಉದ್ಘಾಟನೆಯಾಗದ ವೇಣಿವೀರಾಪುರ ಬಸ್ ನಿಲ್ದಾಣ bbox=[34, 298, 215, 312]
notice-title: BEFORE THE HONORARY ARBITRATOR bbox=[497, 637, 671, 647]
notice-heading: : ನೋಟೀಸು : bbox=[790, 697, 826, 707]
notice-defendants-tag: ......Defendants bbox=[632, 750, 685, 760]
registration-dot bbox=[133, 1447, 142, 1456]
notice-title: IN THE COURT OF THE HONOURABLE bbox=[520, 1037, 648, 1063]
notice-body-3: Given under my hand and seal of the Hon'ble court on this 12 date of 06-2024. bbox=[706, 1333, 910, 1353]
notice-petitioners-tag: ...Petitioners bbox=[640, 1111, 685, 1121]
registration-marks-4 bbox=[800, 1441, 844, 1451]
article-credit: (ಹಸಿರುಕ್ರಾಂತಿ ವರದಿ) bbox=[334, 851, 390, 860]
notice-respondent-tag: ...Respondent bbox=[187, 1139, 236, 1149]
issue-date-english: Thursday 20 June 2024 bbox=[789, 43, 884, 53]
registration-dot bbox=[122, 1447, 131, 1456]
notice-cri-602 bbox=[251, 1022, 469, 1434]
article-body: ಹುಬ್ಬಳ್ಳಿ,ಜೂ.19: ಕರ್ನಾಟಕ ರಾಜ್ಯಕ್ಕೆ ಕರ್ನಾಟಕ ಎಂದು ನಾಮಕರಣಗೊಂಡು 50 ವರ್ಷ ಪೂರ್ಣಗೊಂಡ ಹಿನ್ನೆಲೆಯಲ್ಲಿ ಕನ್ನಡ ಮತ್ತು ಸಂಸ್ಕೃತಿ ಇಲಾಖೆಯಿಂದ ಹೊರಡಿಸಿರುವ ಕರ್ನಾಟಕ ಸಂಭ್ರಮ-50 ರ ಜ್ಯೋತಿ ರಥ ಯಾತ್ರೆಗೆ ಇಂದು ಬೆಳಿಗ್ಗೆ ಸರ್ಕ್ಯೂಟ್ ಹೌಸ್‌ನಲ್ಲಿ ಹುಬ್ಬಳ್ಳಿ ತಾಲೂಕು ಆಡಳಿತ ಹಾಗೂ ಕನ್ನಡ ಸಂಘ, ಸಂಸ್ಥೆ, ಸಾಹಿತ್ಯ ಪರಿಷತ್ತು ವತಿಯಿಂದ ವಿಜೃಂಭಣೆಯಿಂದ ಚಾಲನೆ ನೀಡಲಾಯಿತು. ಶಾಸಕರಾದ ಮಹೇಶ ಟೆಂಗಿನಕಾಯಿ ಅವರು ರಥಕ್ಕೆ ಪುಷ್ಪಾರ್ಚನೆ ಅರ್ಪಿಸಿ, ದೊಳ್ಳು ಬಾರಿಸುವ ಮೂಲಕ ಚಾಲನೆ ನೀಡಿದರು. ಕನ್ನಡ ಮತ್ತು ಸಂಸ್ಕೃತಿ ಇಲಾಖೆಯ ಸಹಾಯಕ ನಿರ್ದೇಶಕರಾದ ಕುಮಾರ ಬೆಕ್ಕೇರಿ, ಕನ್ನಡ ಸಾಹಿತ್ಯ ಪರಿಷತ್ತು ಜಿಲ್ಲಾ ಅಧ್ಯಕ್ಷರಾದ ಡಾ.ಲಿಂಗರಾಜ ಅಂಗಡಿ, ಸಂಘದ ಪದಾಧಿಕಾರಿಗಳು ನೇತೃತ್ವದಲ್ಲಿ ಹಲವು ಜನಪದ ಕಲಾತಂಡಗಳು ಮೆರವಣಿಗೆಯಲ್ಲಿ ಭಾಗವಹಿಸಿದ್ದವು. ಕರ್ನಾಟಕ ಸಂಭ್ರಮ-50 ಜ್ಯೋತಿ ರಥ ಯಾತ್ರೆಗೆ ಶಿವಾಲಯ ಹಾಗೂ ಕಾಲೇಜು ವಿದ್ಯಾರ್ಥಿಗಳು, ಶಿಕ್ಷಕರು ಶುಭ ಕೋರಿದರು. ಜ್ಯೋತಿ ರಥ ಯಾತ್ರೆಯು ಹುಬ್ಬಳ್ಳಿ ನಗರದ ಪ್ರಮುಖ ವೃತ್ತಗಳಾದ ಅಂಬೇಡ್ಕರ್ ವೃತ್ತ, ಚನ್ನಮ್ಮ ವೃತ್ತ, ಸಿದ್ಧಾರೂಢ ಮಠ ಸೇರಿದಂತೆ ನಗರದ ಪ್ರಮುಖ ರಸ್ತೆಗಳಲ್ಲಿ ಸಂಚರಿಸಿತು. ನಂತರ ಕುಂದಗೋಳ ತಾಲೂಕು ಪ್ರವೇಶ ಮಾಡಿದೆ. ಹಳೇ ಹುಬ್ಬಳ್ಳಿ ಸ್ಥಳ ಮಾಯಿನರಿ ಶಾಲೆಯ ವಿದ್ಯಾರ್ಥಿಗಳು ಕನ್ನಡ ಗೀತೆಗೆ ಆಕರ್ಷಕ ನೃತ್ಯವನ್ನು ಪ್ರದರ್ಶಿಸಿ ನೋಡುಗರ ಗಮನ ಸೆಳೆದರು. bbox=[34, 750, 236, 894]
notice-ref: ಕ್ರಿಮಿನಲ್ ಮಿ.ಅ.ಸಂ.: 473 /2024 bbox=[813, 606, 910, 615]
notice-and: -And- bbox=[574, 1120, 594, 1130]
notice-advocate-3: Hosapete bbox=[257, 1391, 291, 1401]
notice-vs-2: V/s bbox=[802, 1139, 814, 1149]
registration-dot bbox=[352, 1447, 361, 1456]
notice-order: By order of the court bbox=[389, 1333, 463, 1343]
notice-body-2: WHEREAS, if any persons interested with respect to the above proceeding are hereby noticed to appear in this court in person or by pleader duly able to answer all material question relating to the said petition on 15-07-2024 at about 11-00 A.M., otherwise the matter will be heard and determined. bbox=[34, 1257, 236, 1315]
article-yoga bbox=[251, 62, 691, 472]
notice-body: ಮೇಲ್ಕಾಣಿಸಿದ ಅರ್ಜಿದಾರರು ಟಿ.ಗ್ರಾಮ ಕಂದ ನಾಯಕರ ಸ್ಥಳೀಯ ವಯಸ್ಸು 35 ವರ್ಷ, ವಾಸ ಗಾದಿಗನೂರು ಗ್ರಾಮ, ಹೊಸಪೇಟೆ ತಾಲ್ಲೂಕು, ವಿಜಯನಗರ ಜಿಲ್ಲೆ ರವರು ತಮ್ಮ ತಂದೆಯವರಾದ ಟಿ.ಗ್ರಾಮ ನಾಯಕ ಸ್ಥಳೀಯ ವಯಸ್ಸು 10-06-2002 ದಂದು ಗಾದಿಗನೂರು ಗ್ರಾಮ ಮೃತಪಟ್ಟಿರುತ್ತಾರೆ. ಸದರಿಯವರ ಮರಣ ಹೊಂದಿರುವ ದಿನಾಂಕವನ್ನು ನೋಂದಣಿ ಮಾಡಿಸಿಕೊಡಬೇಕೆಂದು ಜನನ ಮತ್ತು ಮರಣ ನೋಂದಣಿ ಕಾಯ್ದೆ 1969 ರ ಕಲಂ 13(3) ರಡಿ ಈ ನ್ಯಾಯಾಲಯದಲ್ಲಿ ಅರ್ಜಿ ಸಲ್ಲಿಸಿರುತ್ತಾರೆ. ಸದರಿ ಅರ್ಜಿಯ ವಿಚಾರಣೆಯು ದಿನಾಂಕ: 26-06-2024 ರಂದು ಬೆಳಿಗ್ಗೆ 11.00 ಗಂಟೆಗೆ ನಿಗದಿಪಡಿಸಲಾಗಿದ್ದು, ಸದರಿ ದಿನಾಂಕದಂದು ಸದರಿ ಅರ್ಜಿಗೆ ಸಂಬಂಧಪಟ್ಟಂತೆ ಯಾರಿಗಾದರೂ ಆಕ್ಷೇಪಣೆ ಇದ್ದಲ್ಲಿ ನ್ಯಾಯಾಲಯಕ್ಕೆ ಖುದ್ದಾಗಿ ಅಥವಾ ವಕೀಲರ ಮುಖಾಂತರ ಹಾಜರಾಗಿ ಆಕ್ಷೇಪಣೆ ಸಲ್ಲಿಸಬಹುದು. ತಪ್ಪಿದಲ್ಲಿ ಏಕಪಕ್ಷೀಯವಾಗಿ ವಿಚಾರಣೆ ನಡೆಸಲಾಗುವುದು ಎಂದು ತಿಳಿಸಲಾಗಿದೆ. ದಿನಾಂಕ: 14-03-2024 ರಂದು ನ್ಯಾಯಾಲಯದ ಮೊಹರು ಹಾಗೂ ನನ್ನ ಸಹಿಯೊಂದಿಗೆ ನೀಡಲಾಗಿದೆ. bbox=[706, 709, 910, 825]
notice-advocate-2: Advocate for Petitioners bbox=[706, 1409, 792, 1419]
notice-advocate-2: Jagadeesh.B. bbox=[483, 1391, 531, 1401]
notice-title: ಮಾನ್ಯ 3ನೇ ಹೆಚ್ಚುವರಿ ಸಿವಿಲ್ ನ್ಯಾಯಾಧೀಶರು bbox=[729, 616, 887, 629]
